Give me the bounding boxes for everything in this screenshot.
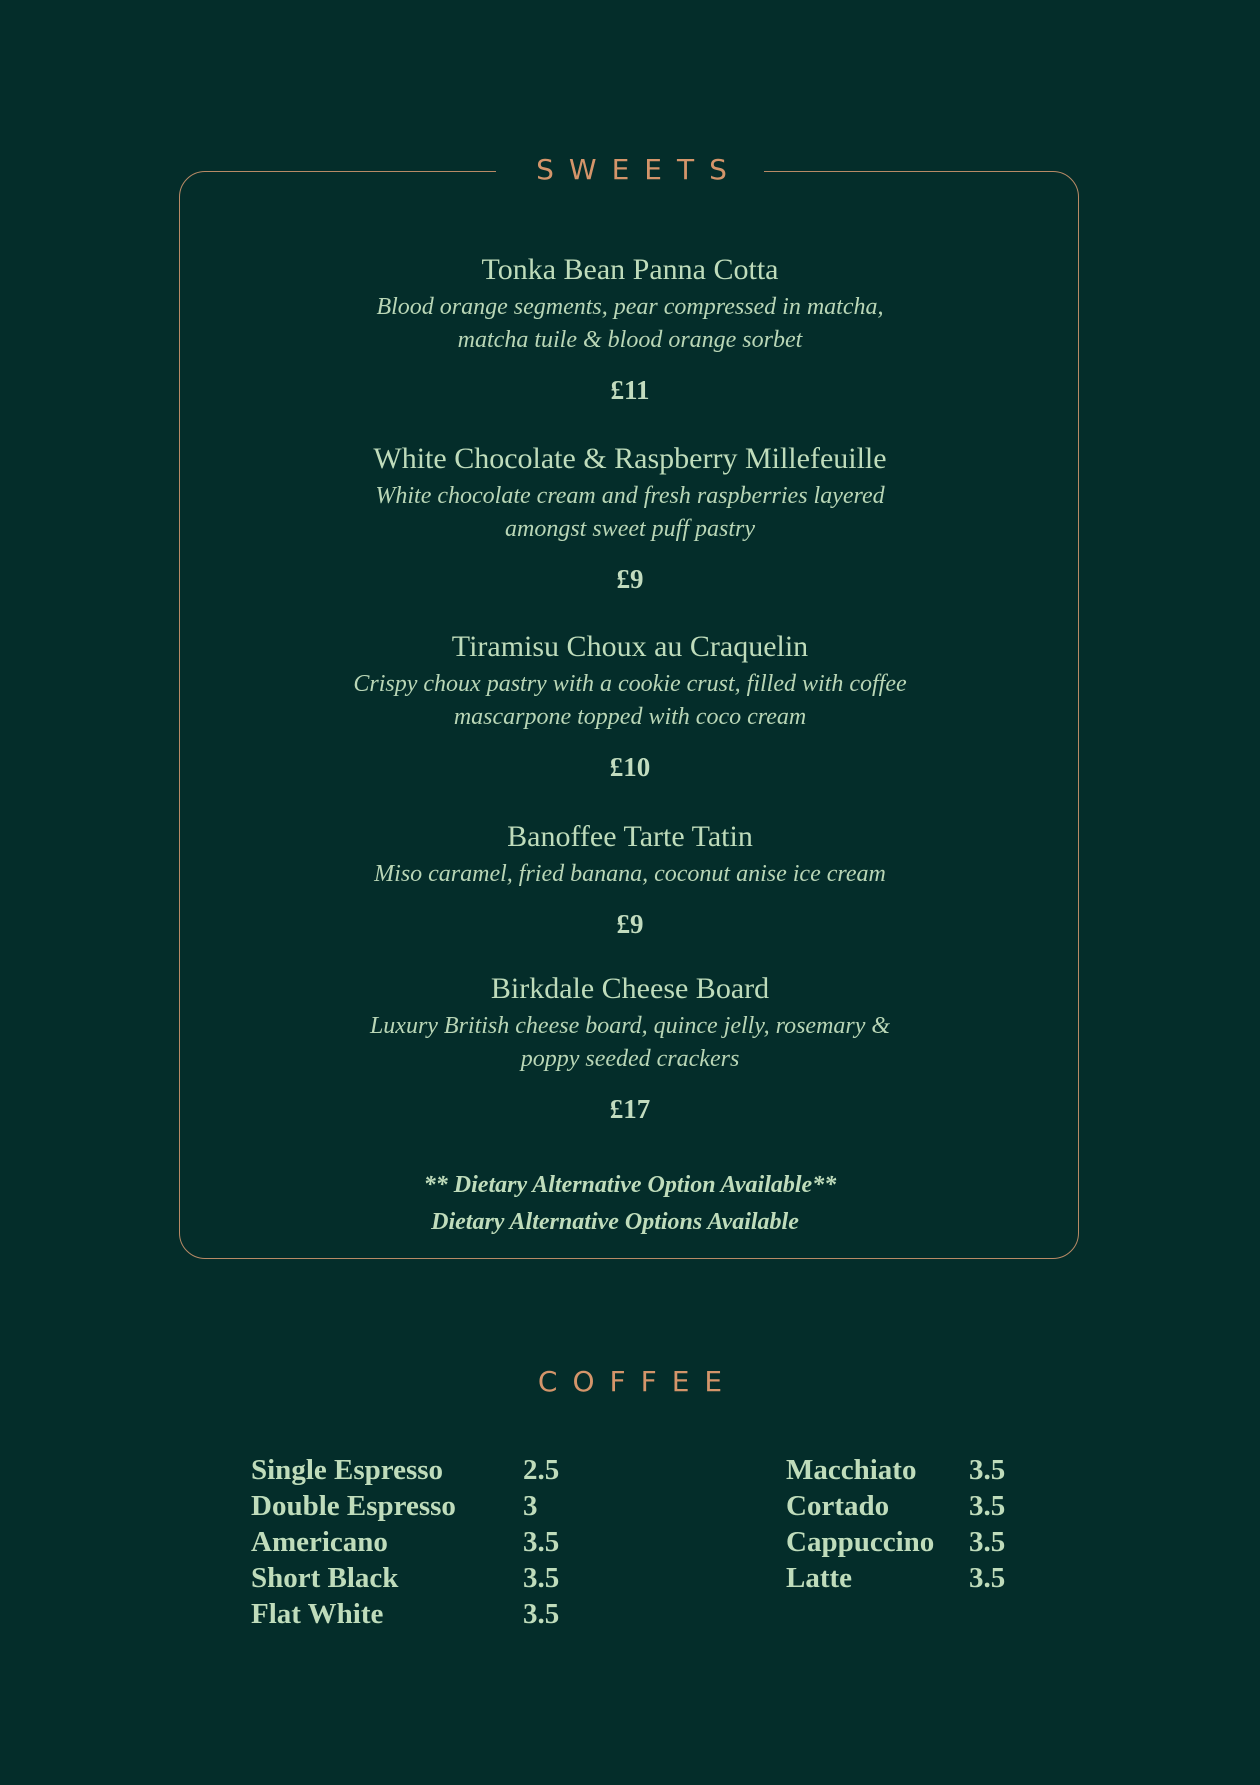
dish-white-chocolate-raspberry-millefeuille — [280, 442, 980, 594]
dish-description-line: mascarpone topped with coco cream — [453, 704, 807, 730]
dish-banoffee-tarte-tatin — [280, 820, 980, 939]
sweets-heading-text: SWEETS — [496, 153, 764, 186]
coffee-item-name: Latte — [786, 1562, 853, 1594]
sweets-heading — [0, 153, 1260, 186]
dish-description-line: White chocolate cream and fresh raspberries layered — [375, 483, 885, 509]
dish-name: Birkdale Cheese Board — [490, 972, 770, 1005]
dish-description — [280, 291, 980, 357]
dish-price: £11 — [610, 375, 650, 405]
coffee-list-right — [786, 1452, 1005, 1596]
coffee-item-price: 3 — [523, 1490, 538, 1522]
coffee-item-price: 3.5 — [969, 1490, 1006, 1522]
dish-name: Tiramisu Choux au Craquelin — [451, 630, 809, 663]
dish-name: White Chocolate & Raspberry Millefeuille — [373, 442, 887, 475]
coffee-item-name: Flat White — [251, 1598, 384, 1630]
dietary-notes — [280, 1167, 980, 1241]
coffee-item-name: Short Black — [251, 1562, 399, 1594]
dish-description — [280, 480, 980, 546]
dish-description — [280, 668, 980, 734]
dish-description-line: poppy seeded crackers — [520, 1046, 740, 1072]
coffee-item — [251, 1488, 559, 1524]
coffee-heading — [0, 1365, 1260, 1398]
coffee-item-price: 3.5 — [523, 1598, 560, 1630]
coffee-item-name: Cortado — [786, 1490, 890, 1522]
coffee-item — [786, 1452, 1005, 1488]
coffee-item-price: 2.5 — [523, 1454, 560, 1486]
dish-description-line: amongst sweet puff pastry — [505, 516, 755, 542]
coffee-item-name: Cappuccino — [786, 1526, 935, 1558]
coffee-item-price: 3.5 — [969, 1526, 1006, 1558]
dish-description-line: Luxury British cheese board, quince jelly, rosemary & — [369, 1013, 891, 1039]
dish-birkdale-cheese-board — [280, 972, 980, 1124]
coffee-item — [251, 1596, 559, 1632]
dish-price: £10 — [609, 752, 651, 782]
dish-price: £17 — [609, 1094, 651, 1124]
dish-description — [280, 858, 980, 891]
coffee-item-name: Double Espresso — [251, 1490, 456, 1522]
coffee-item-price: 3.5 — [969, 1562, 1006, 1594]
dietary-note: Dietary Alternative Options Available — [431, 1209, 799, 1235]
dish-name: Banoffee Tarte Tatin — [507, 820, 753, 853]
coffee-item — [251, 1560, 559, 1596]
coffee-heading-text: COFFEE — [537, 1365, 738, 1398]
dish-price: £9 — [616, 564, 644, 594]
coffee-item-name: Single Espresso — [251, 1454, 444, 1486]
dish-description-line: Crispy choux pastry with a cookie crust, filled with coffee — [353, 671, 907, 697]
coffee-item — [251, 1452, 559, 1488]
coffee-item-price: 3.5 — [969, 1454, 1006, 1486]
dish-description-line: Blood orange segments, pear compressed in matcha, — [376, 294, 884, 320]
coffee-item — [786, 1488, 1005, 1524]
coffee-item-name: Americano — [251, 1526, 388, 1558]
coffee-item-price: 3.5 — [523, 1562, 560, 1594]
coffee-item — [251, 1524, 559, 1560]
dish-tonka-bean-panna-cotta — [280, 253, 980, 405]
coffee-list-left — [251, 1452, 559, 1632]
dietary-note: ** Dietary Alternative Option Available** — [423, 1172, 837, 1198]
coffee-item-name: Macchiato — [786, 1454, 917, 1486]
dish-price: £9 — [616, 909, 644, 939]
coffee-item — [786, 1560, 1005, 1596]
coffee-item — [786, 1524, 1005, 1560]
dish-description-line: Miso caramel, fried banana, coconut anise ice cream — [374, 861, 886, 887]
dish-description — [280, 1010, 980, 1076]
dish-name: Tonka Bean Panna Cotta — [481, 253, 779, 286]
coffee-item-price: 3.5 — [523, 1526, 560, 1558]
dish-description-line: matcha tuile & blood orange sorbet — [457, 327, 803, 353]
dish-tiramisu-choux-au-craquelin — [280, 630, 980, 782]
